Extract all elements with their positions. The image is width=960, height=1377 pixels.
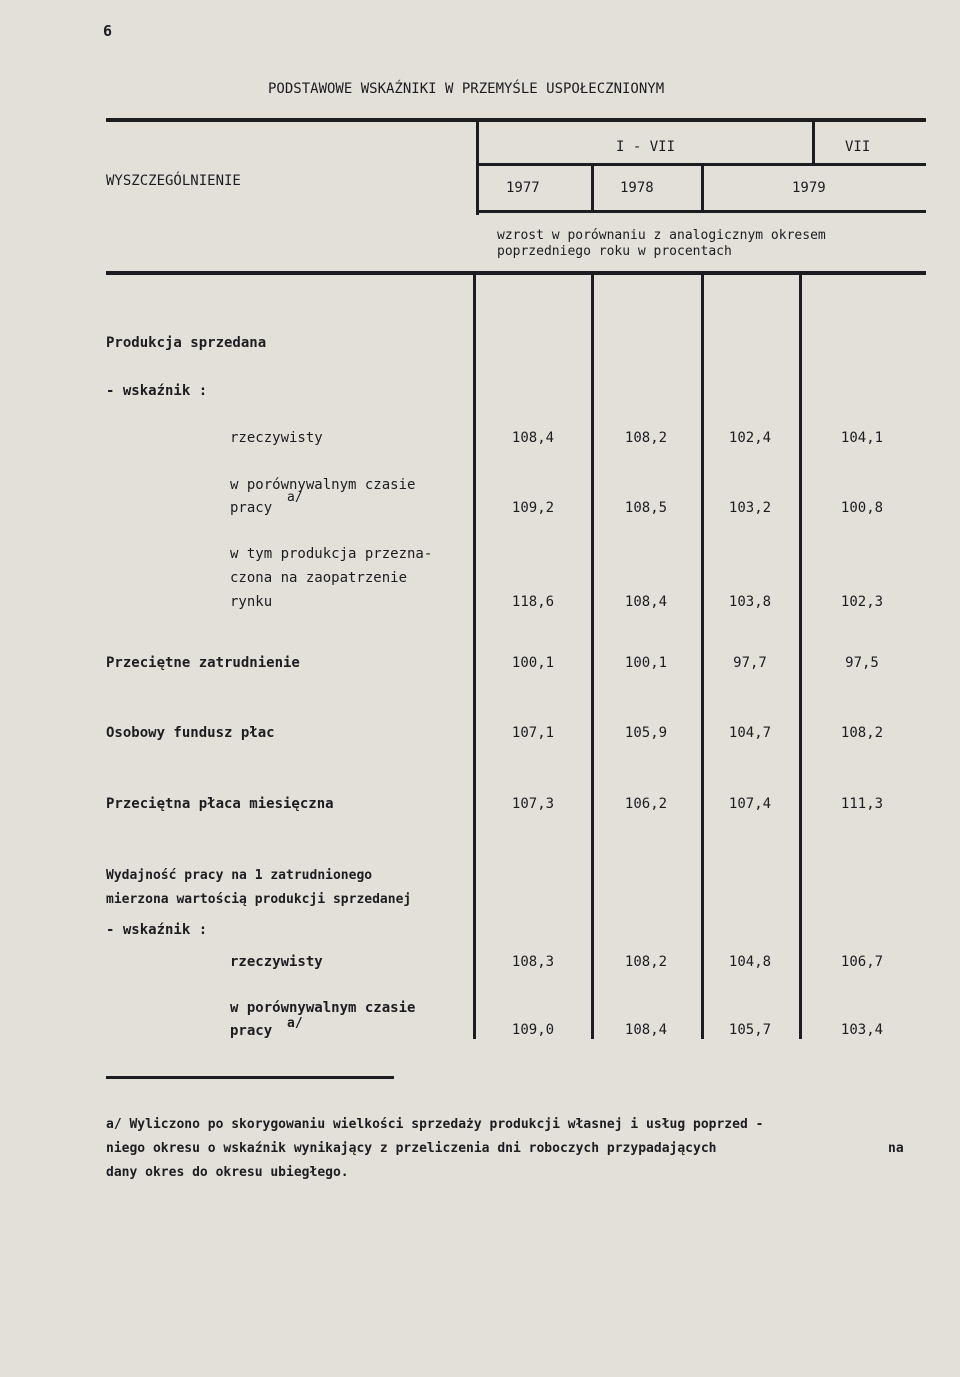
page-number: 6	[103, 22, 113, 40]
footnote-marker-a: a/	[287, 490, 303, 505]
year-1977: 1977	[506, 180, 540, 196]
value-cell: 108,3	[511, 954, 555, 970]
row-label-zatrudnienie: Przeciętne zatrudnienie	[106, 655, 300, 671]
value-cell: 102,4	[728, 430, 772, 446]
value-cell: 105,9	[624, 725, 668, 741]
footnote-line-1: a/ Wyliczono po skorygowaniu wielkości sprzedaży produkcji własnej i usług poprzed -	[106, 1117, 764, 1132]
row-label-wydajnosc-line1: Wydajność pracy na 1 zatrudnionego	[106, 868, 373, 883]
value-cell: 108,4	[511, 430, 555, 446]
value-cell: 108,2	[624, 430, 668, 446]
value-cell: 103,8	[728, 594, 772, 610]
subheader-line-2: poprzedniego roku w procentach	[497, 244, 732, 259]
row-label-rynku-line3: rynku	[230, 594, 273, 610]
value-cell: 100,1	[624, 655, 668, 671]
footnote-line-2-end: na	[888, 1141, 904, 1156]
footnote-marker-a-2: a/	[287, 1016, 303, 1031]
footnote-separator	[106, 1076, 394, 1079]
footnote-line-3: dany okres do okresu ubiegłego.	[106, 1165, 349, 1180]
column-header-i-vii: I - VII	[616, 139, 676, 155]
row-label-porownywalny2-line2: pracy	[230, 1023, 273, 1039]
row-label-rzeczywisty-2: rzeczywisty	[230, 954, 323, 970]
value-cell: 108,2	[840, 725, 884, 741]
value-cell: 108,4	[624, 594, 668, 610]
row-label-placa: Przeciętna płaca miesięczna	[106, 796, 334, 812]
value-cell: 109,2	[511, 500, 555, 516]
value-cell: 109,0	[511, 1022, 555, 1038]
row-label-rynku-line2: czona na zaopatrzenie	[230, 570, 408, 586]
value-cell: 103,4	[840, 1022, 884, 1038]
value-cell: 105,7	[728, 1022, 772, 1038]
row-label-wskaznik-2: - wskaźnik :	[106, 922, 208, 938]
value-cell: 106,7	[840, 954, 884, 970]
value-cell: 106,2	[624, 796, 668, 812]
year-1978: 1978	[620, 180, 654, 196]
year-1979: 1979	[792, 180, 826, 196]
header-divider-1978	[591, 165, 594, 213]
value-cell: 97,7	[733, 655, 767, 671]
value-cell: 104,7	[728, 725, 772, 741]
value-cell: 97,5	[845, 655, 879, 671]
row-label-fundusz: Osobowy fundusz płac	[106, 725, 275, 741]
header-divider-vii	[812, 120, 815, 165]
header-divider-left	[476, 120, 479, 215]
value-cell: 111,3	[840, 796, 884, 812]
footnote-line-2: niego okresu o wskaźnik wynikający z przeliczenia dni roboczych przypadających	[106, 1141, 717, 1156]
value-cell: 100,8	[840, 500, 884, 516]
header-bottom-rule	[106, 271, 926, 275]
row-label-porownywalny-line2: pracy	[230, 500, 273, 516]
row-label-wydajnosc-line2: mierzona wartością produkcji sprzedanej	[106, 892, 412, 907]
value-cell: 100,1	[511, 655, 555, 671]
column-header-wyszczegolnienie: WYSZCZEGÓLNIENIE	[106, 173, 241, 189]
header-top-rule	[106, 118, 926, 122]
value-cell: 107,4	[728, 796, 772, 812]
value-cell: 103,2	[728, 500, 772, 516]
row-label-wskaznik: - wskaźnik :	[106, 383, 208, 399]
row-label-rzeczywisty: rzeczywisty	[230, 430, 323, 446]
row-label-rynku-line1: w tym produkcja przezna-	[230, 546, 433, 562]
value-cell: 102,3	[840, 594, 884, 610]
page-title: PODSTAWOWE WSKAŹNIKI W PRZEMYŚLE USPOŁECZNIONYM	[268, 81, 665, 97]
value-cell: 104,1	[840, 430, 884, 446]
subheader-line-1: wzrost w porównaniu z analogicznym okresem	[497, 228, 826, 243]
value-cell: 108,5	[624, 500, 668, 516]
value-cell: 107,1	[511, 725, 555, 741]
header-divider-1979	[701, 165, 704, 213]
column-header-vii: VII	[845, 139, 871, 155]
value-cell: 104,8	[728, 954, 772, 970]
value-cell: 107,3	[511, 796, 555, 812]
value-cell: 108,4	[624, 1022, 668, 1038]
row-label-porownywalny-line1: w porównywalnym czasie	[230, 477, 416, 493]
value-cell: 118,6	[511, 594, 555, 610]
value-cell: 108,2	[624, 954, 668, 970]
row-label-produkcja: Produkcja sprzedana	[106, 335, 267, 351]
row-label-porownywalny2-line1: w porównywalnym czasie	[230, 1000, 416, 1016]
